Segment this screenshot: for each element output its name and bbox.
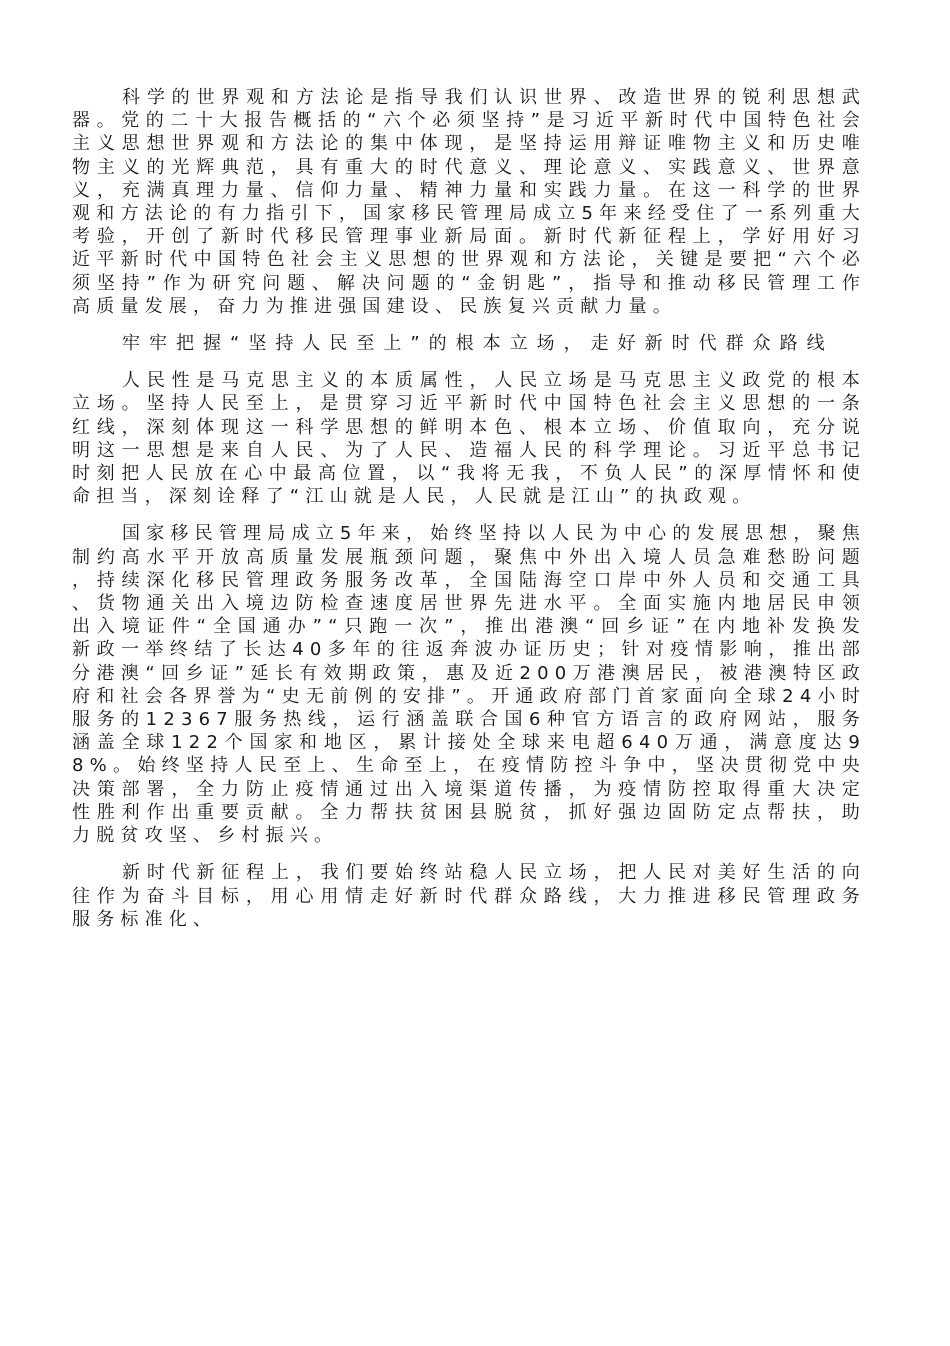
paragraph-achievements: 国家移民管理局成立5年来，始终坚持以人民为中心的发展思想，聚焦制约高水平开放高质量发展瓶颈问题，聚焦中外出入境人员急难愁盼问题，持续深化移民管理政务服务改革，全国陆海空口岸中外人员和交通工具、货物通关出入境边防检查速度居世界先进水平。全面实施内地居民申领出入境证件“全国通办”“只跑一次”，推出港澳“回乡证”在内地补发换发新政一举终结了长达40多年的往返奔波办证历史；针对疫情影响，推出部分港澳“回乡证”延长有效期政策，惠及近200万港澳居民，被港澳特区政府和社会各界誉为“史无前例的安排”。开通政府部门首家面向全球24小时服务的12367服务热线，运行涵盖联合国6种官方语言的政府网站，服务涵盖全球122个国家和地区，累计接处全球来电超640万通，满意度达98%。始终坚持人民至上、生命至上，在疫情防控斗争中，坚决贯彻党中央决策部署，全力防止疫情通过出入境渠道传播，为疫情防控取得重大决定性胜利作出重要贡献。全力帮扶贫困县脱贫，抓好强边固防定点帮扶，助力脱贫攻坚、乡村振兴。 — [72, 523, 866, 847]
paragraph-intro: 科学的世界观和方法论是指导我们认识世界、改造世界的锐利思想武器。党的二十大报告概括的“六个必须坚持”是习近平新时代中国特色社会主义思想世界观和方法论的集中体现，是坚持运用辩证唯物主义和历史唯物主义的光辉典范，具有重大的时代意义、理论意义、实践意义、世界意义，充满真理力量、信仰力量、精神力量和实践力量。在这一科学的世界观和方法论的有力指引下，国家移民管理局成立5年来经受住了一系列重大考验，开创了新时代移民管理事业新局面。新时代新征程上，学好用好习近平新时代中国特色社会主义思想的世界观和方法论，关键是要把“六个必须坚持”作为研究问题、解决问题的“金钥匙”，指导和推动移民管理工作高质量发展，奋力为推进强国建设、民族复兴贡献力量。 — [72, 87, 866, 317]
document-page — [72, 86, 866, 945]
section-heading: 牢牢把握“坚持人民至上”的根本立场，走好新时代群众路线 — [122, 333, 834, 355]
paragraph-new-era: 新时代新征程上，我们要始终站稳人民立场，把人民对美好生活的向往作为奋斗目标，用心用情走好新时代群众路线，大力推进移民管理政务服务标准化、 — [72, 862, 866, 930]
paragraph-people-centered: 人民性是马克思主义的本质属性，人民立场是马克思主义政党的根本立场。坚持人民至上，是贯穿习近平新时代中国特色社会主义思想的一条红线，深刻体现这一科学思想的鲜明本色、根本立场、价值取向，充分说明这一思想是来自人民、为了人民、造福人民的科学理论。习近平总书记时刻把人民放在心中最高位置，以“我将无我，不负人民”的深厚情怀和使命担当，深刻诠释了“江山就是人民，人民就是江山”的执政观。 — [72, 370, 866, 508]
